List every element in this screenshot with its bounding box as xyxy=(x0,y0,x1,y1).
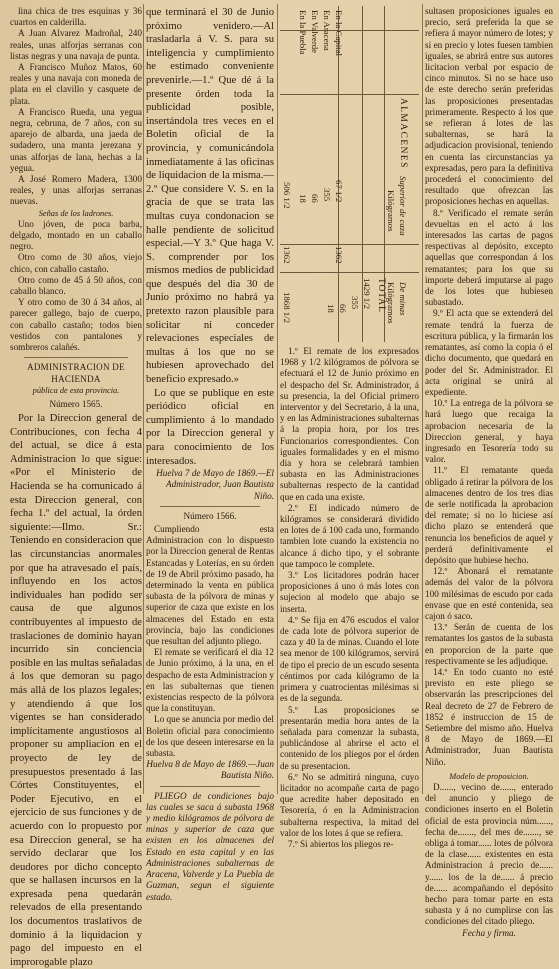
notice-body-continued: que terminará el 30 de Junio próximo venidero.—Al trasladarla á V. S. para su inteligencia y cumplimiento he estimado conveniente prevenirle.—1.º Que dé á la presente órden toda la publicidad posible, insertándola tres veces en el Boletin oficial de la provincia, y comunicándola inmediatamente á las oficinas de liquidacion de la misma.—2.º Que considere V. S. en la gracia de que se trata las multas cuya condonacion se halle pendiente de solicitud especial.—Y 3.º Que haga V. S. comprender por los mismos medios de publicidad que después del dia 30 de Junio próximo no habrá ya pretexto razon plausible para solicitar ni conceder relevaciones especiales de multas á los que no se hubiesen aprovechado del beneficio expresado.» xyxy=(146,7,274,386)
notice-body: Por la Direccion general de Contribuciones, con fecha 4 del actual, se dice á esta Administracion lo que sigue: «Por el Ministerio de Hacienda se ha comunicado á esta Direccion general, con fecha 1.º del actual, la órden siguiente:—Ilmo. Sr.: Teniendo en consideracion que las circunstancias anormales por que ha atravesado el país, influyendo en los actos individuales han podido ser causa de que algunos contribuyentes al impuesto de traslaciones de dominio hayan incurrido sin conciencia posible en las multas señaladas á los que demoran su pago más allá de los plazos legales; y atendiendo á que los vigentes se han considerado implícitamente angustiosos al proponer su ampliacion en el proyecto de ley de presupuestos presentado á las Córtes Constituyentes, el Poder Ejecutivo, en el ejercicio de sus funciones y de acuerdo con lo propuesto por esa Direccion general, se ha servido declarar que los deudores por dicho concepto que se hallasen incursos en la expresada pena quedarán relevados de ella presentando los documentos traslativos de dominio á la liquidacion y pago del impuesto en el improrogable plazo xyxy=(10,413,142,968)
column-1 xyxy=(10,6,142,969)
column-3-conditions xyxy=(280,346,419,850)
table-total: 506 1/2 xyxy=(282,182,292,209)
table-row-label: En la Puebla xyxy=(298,10,308,55)
condition: 13.º Serán de cuenta de los rematantes los gastos de la subasta en proporcion de la parte que respectivamente se les adjudique. xyxy=(425,622,553,666)
column-2 xyxy=(146,6,274,903)
lost-item: A José Romero Madera, 1300 reales, y unas alforjas serranas nuevas. xyxy=(10,174,142,207)
thief-description: Otro como de 45 á 50 años, con caballo blanco. xyxy=(10,274,142,297)
notice-body: Lo que se anuncia por medio del Boletin oficial para conocimiento de los que deseen interesarse en la subasta. xyxy=(146,714,274,759)
lost-item: lina chica de tres esquinas y 36 cuartos en calderilla. xyxy=(10,6,142,28)
condition: 7.º Si abiertos los pliegos re- xyxy=(288,838,394,849)
section-heading: ADMINISTRACION DE HACIENDA xyxy=(27,362,125,384)
section-divider xyxy=(24,357,128,358)
notice-number: Número 1565. xyxy=(49,398,103,409)
thief-description: Uno jóven, de poca barba, delgado, montado en un caballo negro. xyxy=(10,218,142,252)
condition: 3.º Los licitadores podrán hacer proposiciones á uno ó más lotes con sujecion al modelo que abajo se inserta. xyxy=(280,570,419,614)
total-heading: TOTAL xyxy=(376,278,386,313)
signature: Huelva 8 de Mayo de 1869.—Juan Bautista Niño. xyxy=(146,759,274,781)
condition: 8.º Verificado el remate serán devueltas en el acto á los interesados las cartas de pagos respectivas al depósito, excepto aquellas que correspondan á los rematantes; para los que su importe deberá imputarse al pago de los lotes que hubiesen subastado. xyxy=(425,207,553,308)
column-rule xyxy=(143,4,144,794)
condition: 14.º En todo cuanto no esté previsto en este pliego se observarán las prescripciones del Real decreto de 27 de Febrero de 1852 é instruccion de 15 de Setiembre del mismo año. Huelva 8 de Mayo de 1869.—El Administrador, Juan Bautista Niño. xyxy=(425,666,553,767)
condition: 12.º Abonará el rematante además del valor de la pólvora 100 milésimas de escudo por cada envase que en esté contenida, sea cajon ó saco. xyxy=(425,566,553,621)
stock-table xyxy=(280,6,419,342)
condition: sultasen proposiciones iguales en precio, será preferida la que se refiera á mayor número de lotes; y si en precio y lotes fuesen tambien iguales, se abrirá entre sus autores licitacion verbal por espacio de cinco minutos. Si no se hace uso de este derecho serán preferidas las proposiciones presentadas primeramente. Respecto á los que se refieran á lotes de las subalternas, se hará la adjudicacion provisional, teniendo en cuenta las circunstancias ya expresadas, pero para la definitiva procederá el conocimiento del resultado que ofrezcan las proposiciones hechas en aquellas. xyxy=(425,6,553,207)
table-cell: 355 xyxy=(350,296,360,310)
signature: Huelva 7 de Mayo de 1869.—El Administrador, Juan Bautista Niño. xyxy=(156,468,274,501)
notice-body: Cumpliendo esta Administracion con lo dispuesto por la Direccion general de Rentas Estancadas y Loterías, en su órden de 19 de Abril próximo pasado, ha determinado la venta en pública subasta de la pólvora de minas y superior de caza que existe en los almacenes del Estado en esta provincia, bajo las condiciones que resultan del adjunto pliego. xyxy=(146,524,274,647)
table-cell: 66 xyxy=(338,304,348,313)
lost-item: A Francisco Muñoz Matos, 60 reales y una navaja con moneda de plata en el clavillo y casquete de plata. xyxy=(10,62,142,106)
model-body: D......, vecino de......, enterado del anuncio y pliego de condiciones inserto en el Boletin oficial de esta provincia núm......, fecha de......., del mes de......., se obliga á tomar...... lotes de pólvora de la clase...... existentes en esta Administracion á precio de...... y...... los de la de...... á precio de...... acompañando el depósito hecho para tomar parte en esta subasta y á no cumplirse con las condiciones del citado pliego. xyxy=(425,782,553,927)
condition: 2.º El indicado número de kilógramos se considerará dividido en lotes de á 100 cada uno, formando tambien lote cuando la existencia no alcance á dicho tipo, y el sobrante que tampoco le complete. xyxy=(280,502,419,569)
condition: 9.º El acta que se extenderá del remate tendrá la fuerza de escritura pública, y la firmarán los rematantes, así como la copia ó el dicho documento, que quedará en poder del Sr. Administrador. El acta original se unirá al expediente. xyxy=(425,308,553,397)
kilos-label: Kilógramos xyxy=(386,282,396,324)
table-cell: 67 1/2 xyxy=(334,180,344,203)
column-rule xyxy=(422,4,423,794)
table-cell: 18 xyxy=(298,194,308,203)
table-cell: 1362 xyxy=(334,246,344,264)
section-subheading: pública de esta provincia. xyxy=(32,385,120,395)
table-cell: 66 xyxy=(310,194,320,203)
thief-description: Y otro como de 30 á 34 años, al parecer gallego, bajo de cuerpo, con caballo castaño; todos bien vestidos con pantalones y sombreros calañés. xyxy=(10,297,142,353)
thief-description: Otro como de 30 años, viejo chico, con caballo castaño. xyxy=(10,252,142,274)
table-cell: 1429 1/2 xyxy=(362,278,372,310)
column-rule xyxy=(277,4,278,794)
table-row-label: En la Capital xyxy=(334,10,344,56)
mines-heading: De minas xyxy=(398,282,408,316)
lost-item: A Francisco Rueda, una yegua negra, cebruna, de 7 años, con su aparejo de albarda, una jaeda de sudadero, una manta jerezana y unas alforjas de lana, hechas a la yegua. xyxy=(10,106,142,173)
condition: 1.º El remate de los expresados 1968 y 1/2 kilógramos de pólvora se efectuará el 12 de Junio próximo en el despacho del Sr. Administrador, á su presencia, la del Oficial primero interventor y del Secretario, á la una, y en las Administraciones subalternas á la propia hora, por los tres Funcionarios correspondientes. Con iguales formalidades y en el mismo dia y hora se celebrará tambien subasta en las Administraciones subalternas respecto de la cantidad que en cada una existe. xyxy=(280,346,419,502)
table-total: 1362 xyxy=(282,246,292,264)
table-row-label: En Aracena xyxy=(322,10,332,51)
table-grand-total: 1868 1/2 xyxy=(282,292,292,324)
section-divider xyxy=(160,786,260,787)
condition: 10.º La entrega de la pólvora se hará luego que recaiga la aprobacion necesaria de la Direccion general, y haya ingresado en Tesorería todo su valor. xyxy=(425,398,553,465)
table-cell: 18 xyxy=(326,304,336,313)
table-title: ALMACENES xyxy=(398,98,408,169)
lost-item: A Juan Alvarez Madroñal, 240 reales, unas alforjas serranas con listas negras y una navaja de punta. xyxy=(10,28,142,61)
notice-body: El remate se verificará el dia 12 de Junio próximo, á la una, en el despacho de esta Administracion y en las subalternas que tienen existencias respecto de la pólvora que la constituyan. xyxy=(146,647,274,714)
condition: 11.º El rematante queda obligado á retirar la pólvora de los almacenes dentro de los tres dias de serle notificada la aprobacion del remate; si no lo hiciese así dicho plazo se entenderá que renuncia los beneficios de aquel y perderá definitivamente el depósito que hubiese hecho. xyxy=(425,465,553,565)
notice-body: Lo que se publique en este periódico oficial en cumplimiento á lo mandado por la Direccion general y para conocimiento de los interesados. xyxy=(146,387,274,467)
pliego-heading: PLIEGO de condiciones bajo las cuales se saca á subasta 1968 y medio kilógramos de pólvora de minas y superior de caza que existen en los almacenes del Estado en esta capital y en las Administraciones subalternas de Aracena, Valverde y La Puebla de Guzman, segun el siguiente estado. xyxy=(146,790,274,902)
condition: 5.º Las proposiciones se presentarán media hora antes de la señalada para comenzar la subasta, publicándose al abrirse el acto el contenido de los pliegos por el órden de su presentacion. xyxy=(280,704,419,771)
condition: 6.º No se admitirá ninguna, cuyo licitador no acompañe carta de pago que acredite haber depositado en Tesorería, ó en la Administracion subalterna respectiva, la mitad del valor de los lotes á que se refiera. xyxy=(280,771,419,838)
superior-heading: Superior de caza xyxy=(398,176,408,236)
condition: 4.º Se fija en 476 escudos el valor de cada lote de pólvora superior de caza y 40 la de minas. Cuando el lote sea menor de 100 kilógramos, servirá de tipo el precio de un escudo sesenta céntimos por cada kilógramo de la primera y cuatrocientas milésimas si es de la segunda. xyxy=(280,614,419,704)
notice-number: Número 1566. xyxy=(183,510,237,521)
model-heading: Modelo de proposicion. xyxy=(449,771,529,781)
table-cell: 355 xyxy=(322,188,332,202)
thieves-heading: Señas de los ladrones. xyxy=(38,208,114,218)
column-4 xyxy=(425,6,553,939)
kilos-label: Kilógramos xyxy=(386,190,396,232)
table-row-label: En Valverde xyxy=(310,10,320,54)
closing: Fecha y firma. xyxy=(462,927,516,938)
section-divider xyxy=(160,506,260,507)
